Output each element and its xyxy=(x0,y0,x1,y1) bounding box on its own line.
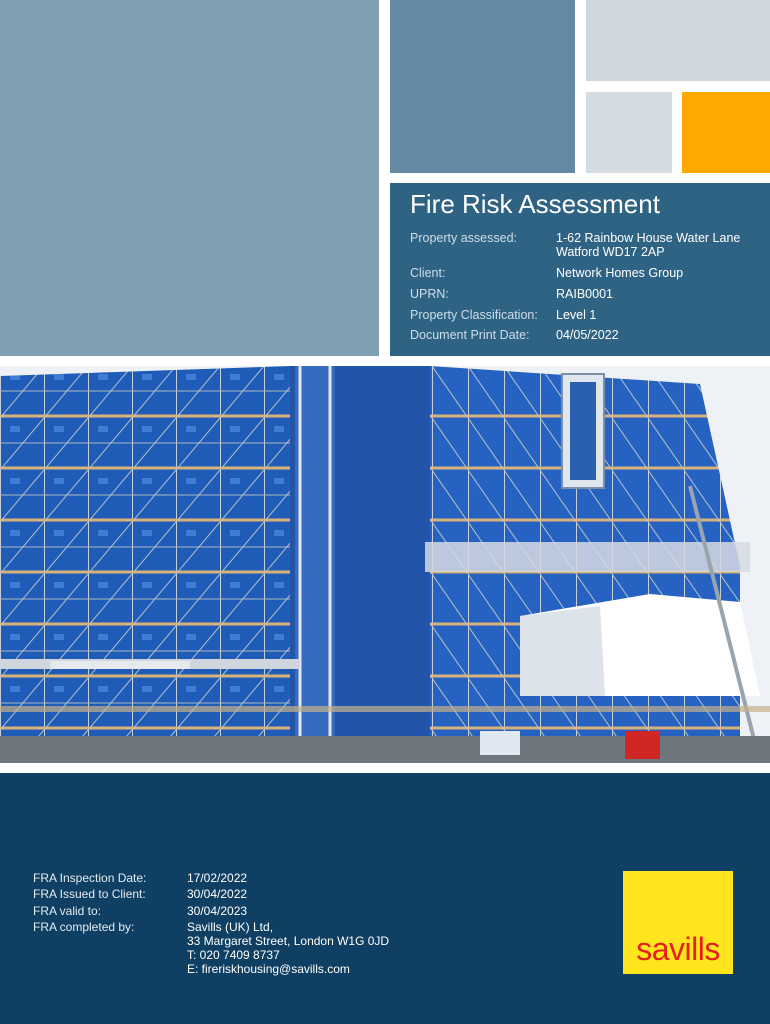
classification-value: Level 1 xyxy=(556,308,597,322)
valid-to-label: FRA valid to: xyxy=(33,904,102,918)
issued-date-label: FRA Issued to Client: xyxy=(33,887,146,901)
uprn-label: UPRN: xyxy=(410,287,449,301)
print-date-label: Document Print Date: xyxy=(410,328,530,342)
property-address-line2: Watford WD17 2AP xyxy=(556,245,665,259)
property-value xyxy=(556,231,740,259)
building-photo-illustration xyxy=(0,366,770,763)
document-title: Fire Risk Assessment xyxy=(410,189,660,219)
client-label: Client: xyxy=(410,266,446,280)
issued-date-value: 30/04/2022 xyxy=(187,887,248,901)
completed-by-label: FRA completed by: xyxy=(33,920,135,934)
uprn-row xyxy=(410,287,613,301)
completed-by-phone: T: 020 7409 8737 xyxy=(187,948,280,962)
decor-block-orange xyxy=(682,92,770,173)
inspection-date-row xyxy=(33,871,247,885)
issued-date-row xyxy=(33,887,247,901)
decor-block-light-small xyxy=(586,92,672,173)
inspection-date-label: FRA Inspection Date: xyxy=(33,871,147,885)
footer-panel xyxy=(0,773,770,1024)
classification-row xyxy=(410,308,596,322)
completed-by-email: E: fireriskhousing@savills.com xyxy=(187,962,350,976)
completed-by-company: Savills (UK) Ltd, xyxy=(187,920,274,934)
savills-logo-text: savills xyxy=(636,931,720,967)
print-date-value: 04/05/2022 xyxy=(556,328,619,342)
property-row xyxy=(410,231,740,259)
decor-block-large xyxy=(0,0,379,356)
inspection-date-value: 17/02/2022 xyxy=(187,871,248,885)
assessment-info-panel xyxy=(390,183,770,356)
completed-by-value xyxy=(187,920,389,976)
decor-block-light-top xyxy=(586,0,770,81)
valid-to-value: 30/04/2023 xyxy=(187,904,248,918)
decor-block-blue xyxy=(390,0,575,173)
client-row xyxy=(410,266,683,280)
classification-label: Property Classification: xyxy=(410,308,538,322)
completed-by-address: 33 Margaret Street, London W1G 0JD xyxy=(187,934,390,948)
valid-to-row xyxy=(33,904,247,918)
print-date-row xyxy=(410,328,619,342)
uprn-value: RAIB0001 xyxy=(556,287,613,301)
savills-logo xyxy=(623,871,733,974)
completed-by-row xyxy=(33,920,389,976)
client-value: Network Homes Group xyxy=(556,266,684,280)
property-label: Property assessed: xyxy=(410,231,517,245)
building-scaffolding-photo xyxy=(0,366,770,763)
property-address-line1: 1-62 Rainbow House Water Lane xyxy=(556,231,741,245)
